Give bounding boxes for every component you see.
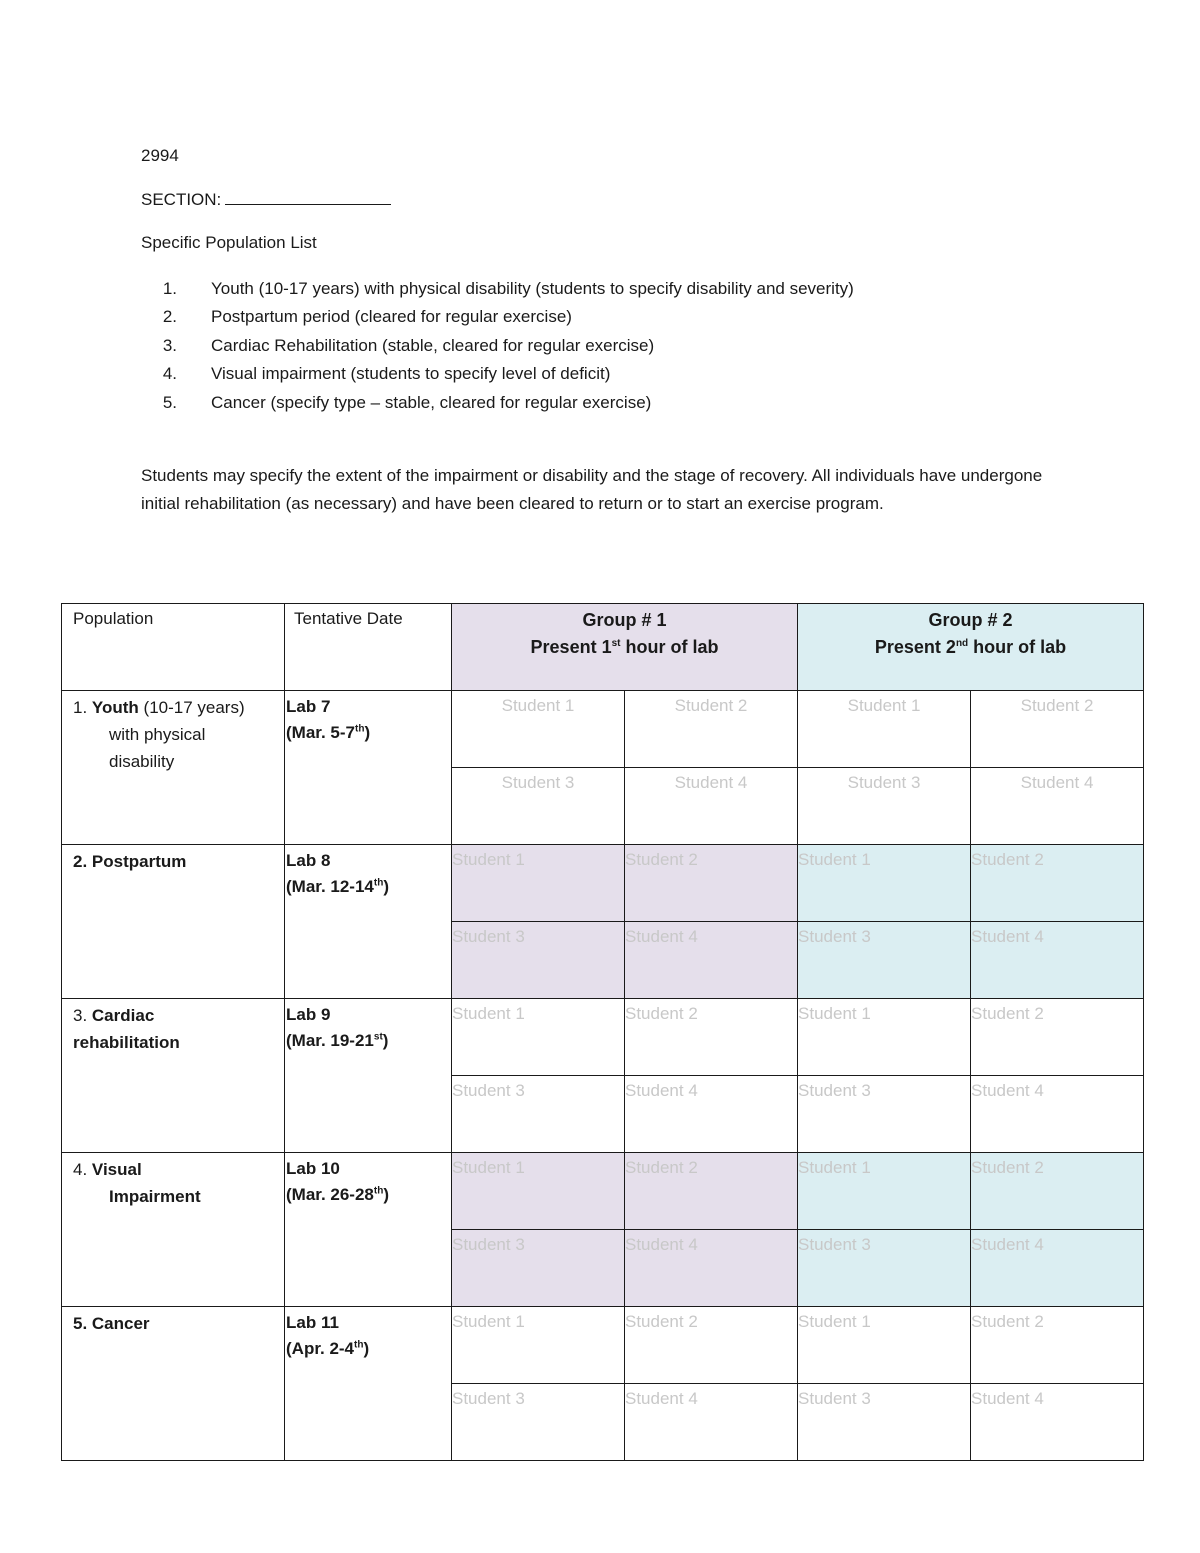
student-slot[interactable]: Student 3	[798, 922, 971, 999]
student-slot[interactable]: Student 4	[971, 922, 1144, 999]
group-2-subtitle: Present 2nd hour of lab	[874, 637, 1067, 657]
student-slot[interactable]: Student 3	[452, 768, 625, 845]
group-1-title: Group # 1	[582, 610, 667, 630]
student-slot[interactable]: Student 3	[798, 1076, 971, 1153]
student-slot[interactable]: Student 2	[625, 691, 798, 768]
list-item: 3. Cardiac Rehabilitation (stable, cleared for regular exercise)	[162, 335, 655, 355]
group-2-title: Group # 2	[928, 610, 1013, 630]
student-slot[interactable]: Student 1	[798, 691, 971, 768]
date-cell: Lab 9 (Mar. 19-21st)	[285, 999, 452, 1153]
student-slot[interactable]: Student 1	[452, 691, 625, 768]
student-slot[interactable]: Student 2	[971, 691, 1144, 768]
student-slot[interactable]: Student 2	[971, 1153, 1144, 1230]
table-row	[62, 691, 1144, 768]
date-cell: Lab 7 (Mar. 5-7th)	[285, 691, 452, 845]
population-cell: 3. Cardiac rehabilitation	[62, 999, 285, 1153]
student-slot[interactable]: Student 4	[971, 1076, 1144, 1153]
student-slot[interactable]: Student 4	[625, 922, 798, 999]
student-slot[interactable]: Student 3	[452, 1076, 625, 1153]
student-slot[interactable]: Student 1	[452, 1153, 625, 1230]
document-number: 2994	[141, 146, 179, 165]
student-slot[interactable]: Student 4	[625, 1384, 798, 1461]
table-row	[62, 845, 1144, 922]
student-slot[interactable]: Student 3	[452, 922, 625, 999]
header-population: Population	[62, 604, 285, 691]
table-row	[62, 1307, 1144, 1384]
student-slot[interactable]: Student 4	[971, 1384, 1144, 1461]
student-slot[interactable]: Student 3	[798, 1230, 971, 1307]
student-slot[interactable]: Student 1	[452, 1307, 625, 1384]
student-slot[interactable]: Student 2	[971, 1307, 1144, 1384]
student-slot[interactable]: Student 1	[452, 845, 625, 922]
table-row	[62, 999, 1144, 1076]
group-1-subtitle: Present 1st hour of lab	[530, 637, 719, 657]
date-cell: Lab 10 (Mar. 26-28th)	[285, 1153, 452, 1307]
population-list	[141, 278, 854, 420]
list-item: 2. Postpartum period (cleared for regular exercise)	[162, 307, 572, 327]
student-slot[interactable]: Student 4	[625, 768, 798, 845]
student-slot[interactable]: Student 1	[798, 1307, 971, 1384]
date-cell: Lab 8 (Mar. 12-14th)	[285, 845, 452, 999]
student-slot[interactable]: Student 2	[971, 999, 1144, 1076]
header-group-1	[452, 604, 798, 691]
header-group-2	[798, 604, 1144, 691]
population-cell: 5. Cancer	[62, 1307, 285, 1461]
student-slot[interactable]: Student 3	[798, 768, 971, 845]
student-slot[interactable]: Student 4	[625, 1076, 798, 1153]
population-cell: 4. Visual Impairment	[62, 1153, 285, 1307]
population-list-title: Specific Population List	[141, 233, 317, 252]
list-item: 1. Youth (10-17 years) with physical disability (students to specify disability and severity)	[162, 279, 854, 298]
student-slot[interactable]: Student 4	[971, 768, 1144, 845]
table-row	[62, 1153, 1144, 1230]
student-slot[interactable]: Student 1	[798, 999, 971, 1076]
section-label: SECTION:	[141, 190, 222, 209]
section-field	[141, 190, 391, 210]
header-tentative-date: Tentative Date	[285, 604, 452, 691]
population-cell: 2. Postpartum	[62, 845, 285, 999]
list-item: 4. Visual impairment (students to specify level of deficit)	[162, 364, 611, 384]
student-slot[interactable]: Student 2	[625, 1307, 798, 1384]
student-slot[interactable]: Student 3	[452, 1230, 625, 1307]
student-slot[interactable]: Student 3	[798, 1384, 971, 1461]
student-slot[interactable]: Student 1	[798, 845, 971, 922]
student-slot[interactable]: Student 2	[625, 1153, 798, 1230]
table-header-row	[62, 604, 1144, 691]
student-slot[interactable]: Student 3	[452, 1384, 625, 1461]
student-slot[interactable]: Student 2	[625, 845, 798, 922]
student-slot[interactable]: Student 1	[452, 999, 625, 1076]
section-blank-line[interactable]	[225, 190, 391, 205]
student-slot[interactable]: Student 1	[798, 1153, 971, 1230]
student-slot[interactable]: Student 2	[971, 845, 1144, 922]
intro-paragraph: Students may specify the extent of the impairment or disability and the stage of recovery. All individuals have undergone initial rehabilitation (as necessary) and have been cleared to return or to start an exercise program.	[141, 466, 1043, 514]
student-slot[interactable]: Student 4	[971, 1230, 1144, 1307]
list-item: 5. Cancer (specify type – stable, cleared for regular exercise)	[162, 392, 652, 412]
lab-schedule-table	[61, 603, 1144, 1461]
date-cell: Lab 11 (Apr. 2-4th)	[285, 1307, 452, 1461]
student-slot[interactable]: Student 4	[625, 1230, 798, 1307]
population-cell: 1. Youth (10-17 years) with physical disability	[62, 691, 285, 845]
student-slot[interactable]: Student 2	[625, 999, 798, 1076]
